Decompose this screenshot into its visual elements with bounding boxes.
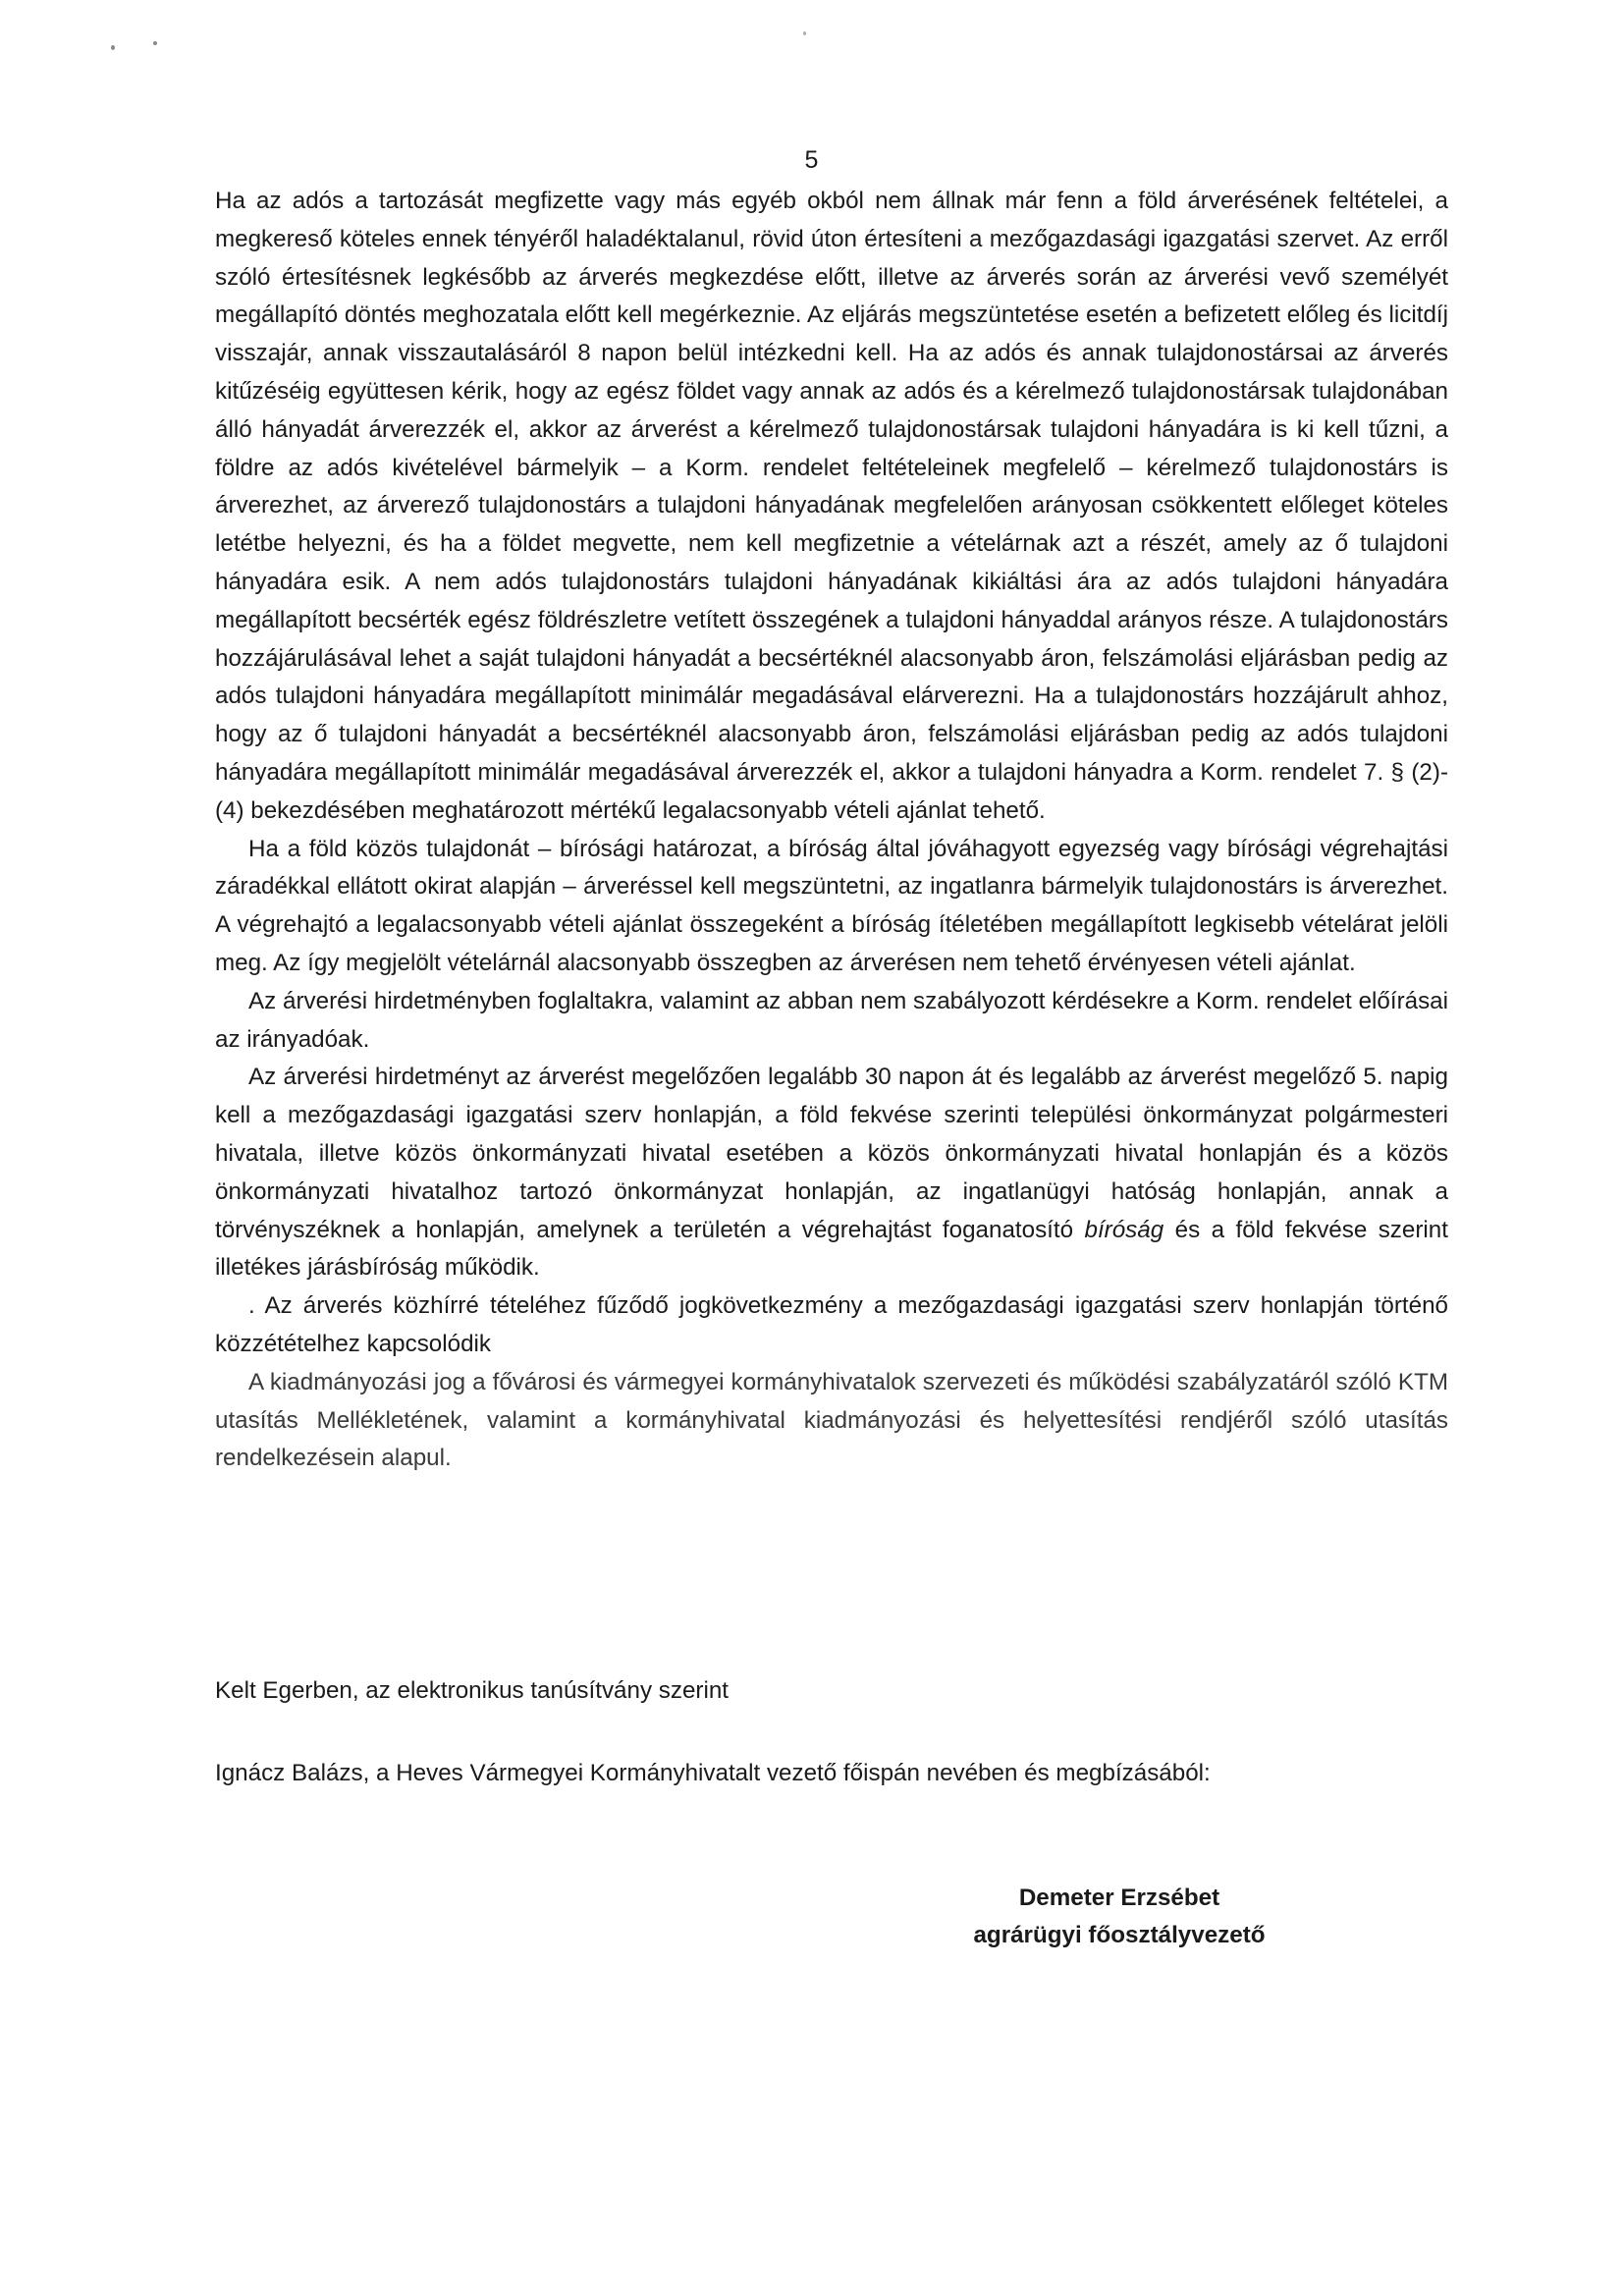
paragraph-signing-authority: A kiadmányozási jog a fővárosi és vármegyei kormányhivatalok szervezeti és működési szabályzatáról szóló KTM utasítás Mellékletének, valamint a kormányhivatal kiadmányozási és helyettesítési rendjéről szóló utasítás rendelkezésein alapul. bbox=[215, 1368, 1448, 1472]
paragraph-publication-text: Az árverési hirdetményt az árverést megelőzően legalább 30 napon át és legalább az árverést megelőző 5. napig kell a mezőgazdasági igazgatási szerv honlapján, a föld fekvése szerinti települési önkormányzat polgármesteri hivatala, illetve közös önkormányzati hivatal esetében a közös önkormányzati hivatal honlapján és a közös önkormányzati hivatalhoz tartozó önkormányzat honlapján, az ingatlanügyi hatóság honlapján, annak a törvényszéknek a honlapján, amelynek a területén a végrehajtást foganatosító bbox=[215, 1064, 1448, 1243]
scan-speck bbox=[111, 45, 115, 50]
paragraph-legal-consequence: . Az árverés közhírré tételéhez fűződő jogkövetkezmény a mezőgazdasági igazgatási szerv honlapján történő közzétételhez kapcsolódik bbox=[215, 1292, 1448, 1357]
paragraph-publication bbox=[215, 1059, 1448, 1287]
paragraph-publication-italic: bíróság bbox=[1084, 1216, 1164, 1243]
signature-block bbox=[923, 1880, 1316, 1954]
page-number: 5 bbox=[804, 146, 819, 174]
scan-speck bbox=[153, 41, 157, 45]
paragraph-auction-conditions: Ha az adós a tartozását megfizette vagy más egyéb okból nem állnak már fenn a föld árverésének feltételei, a megkereső köteles ennek tényéről haladéktalanul, rövid úton értesíteni a mezőgazdasági igazgatási szervet. Az erről szóló értesítésnek legkésőbb az árverés megkezdése előtt, illetve az árverés során az árverési vevő személyét megállapító döntés meghozatala előtt kell megérkeznie. Az eljárás megszüntetése esetén a befizetett előleg és licitdíj visszajár, annak visszautalásáról 8 napon belül intézkedni kell. Ha az adós és annak tulajdonostársai az árverés kitűzéséig együttesen kérik, hogy az egész földet vagy annak az adós és a kérelmező tulajdonostársak tulajdonában álló hányadát árverezzék el, akkor az árverést a kérelmező tulajdonostársak tulajdoni hányadára is ki kell tűzni, a földre az adós kivételével bármelyik – a Korm. rendelet feltételeinek megfelelő – kérelmező tulajdonostárs is árverezhet, az árverező tulajdonostárs a tulajdoni hányadának megfelelően arányosan csökkentett előleget köteles letétbe helyezni, és ha a földet megvette, nem kell megfizetnie a vételárnak azt a részét, amely az ő tulajdoni hányadára esik. A nem adós tulajdonostárs tulajdoni hányadának kikiáltási ára az adós tulajdoni hányadára megállapított becsérték egész földrészletre vetített összegének a tulajdoni hányaddal arányos része. A tulajdonostárs hozzájárulásával lehet a saját tulajdoni hányadát a becsértéknél alacsonyabb áron, felszámolási eljárásban pedig az adós tulajdoni hányadára megállapított minimálár megadásával elárverezni. Ha a tulajdonostárs hozzájárult ahhoz, hogy az ő tulajdoni hányadát a becsértéknél alacsonyabb áron, felszámolási eljárásban pedig az adós tulajdoni hányadára megállapított minimálár megadásával árverezzék el, akkor a tulajdoni hányadra a Korm. rendelet 7. § (2)-(4) bekezdésében meghatározott mértékű legalacsonyabb vételi ajánlat tehető. bbox=[215, 188, 1448, 824]
paragraph-common-ownership: Ha a föld közös tulajdonát – bírósági határozat, a bíróság által jóváhagyott egyezség vagy bírósági végrehajtási záradékkal ellátott okirat alapján – árveréssel kell megszüntetni, az ingatlanra bármelyik tulajdonostárs is árverezhet. A végrehajtó a legalacsonyabb vételi ajánlat összegeként a bíróság ítéletében megállapított legkisebb vételárat jelöli meg. Az így megjelölt vételárnál alacsonyabb összegben az árverésen nem tehető érvényesen vételi ajánlat. bbox=[215, 835, 1448, 976]
date-place-line: Kelt Egerben, az elektronikus tanúsítvány szerint bbox=[215, 1677, 729, 1704]
body-text bbox=[215, 183, 1448, 1478]
signer-title: agrárügyi főosztályvezető bbox=[973, 1922, 1266, 1948]
signer-name: Demeter Erzsébet bbox=[1018, 1885, 1220, 1911]
scan-speck bbox=[803, 31, 806, 35]
paragraph-governing-rules: Az árverési hirdetményben foglaltakra, valamint az abban nem szabályozott kérdésekre a Korm. rendelet előírásai az irányadóak. bbox=[215, 987, 1448, 1053]
paragraph-publication-tail: és a föld fekvése szerint illetékes járásbíróság működik. bbox=[215, 1216, 1448, 1282]
signatory-line: Ignácz Balázs, a Heves Vármegyei Kormányhivatalt vezető főispán nevében és megbízásából: bbox=[215, 1760, 1211, 1786]
